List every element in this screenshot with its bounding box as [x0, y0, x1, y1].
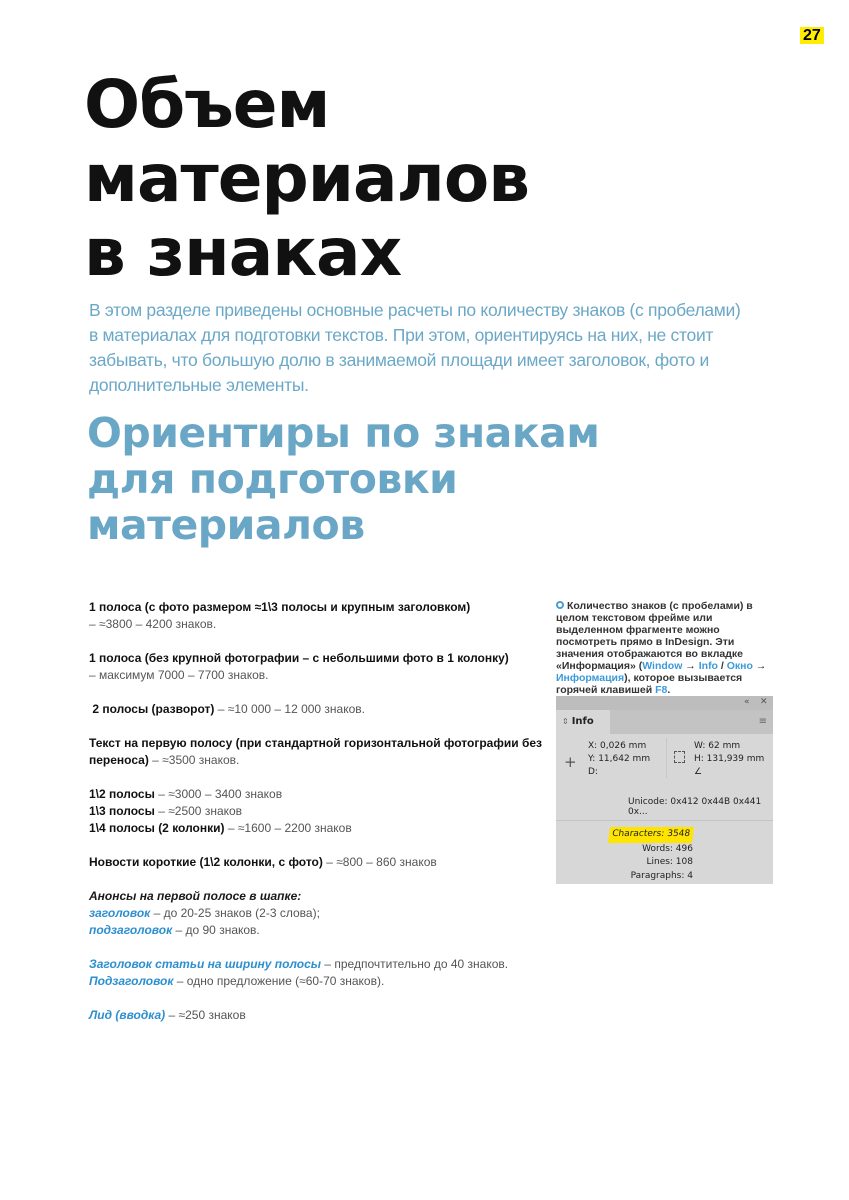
panel-divider: [666, 738, 667, 778]
guideline-label: Подзаголовок: [89, 974, 174, 988]
subtitle-line-3: материалов: [87, 501, 365, 549]
subtitle-line-1: Ориентиры по знакам: [87, 409, 600, 457]
guideline-value: – ≈3800 – 4200 знаков.: [89, 617, 217, 631]
menu-path-informatsiya: Информация: [556, 672, 625, 684]
lines-count: Lines: 108: [646, 857, 693, 867]
width-value: W: 62 mm: [694, 741, 741, 751]
guideline-value: – ≈1600 – 2200 знаков: [224, 821, 352, 835]
arrow-icon: →: [752, 660, 767, 672]
guideline-value: – до 90 знаков.: [172, 923, 260, 937]
guideline-value: – ≈250 знаков: [165, 1008, 246, 1022]
guideline-spread: [89, 701, 549, 718]
collapse-icon: «: [744, 697, 750, 707]
guideline-label: 2 полосы (разворот): [92, 702, 215, 716]
bullet-circle-icon: [556, 601, 564, 609]
guideline-label: заголовок: [89, 906, 151, 920]
menu-path-window: Window: [642, 660, 683, 672]
height-value: H: 131,939 mm: [694, 754, 765, 764]
guideline-full-page-photo: [89, 599, 549, 633]
angle-icon: ∠: [694, 767, 703, 777]
title-line-2: материалов: [84, 140, 529, 217]
guideline-full-page-no-photo: [89, 650, 549, 684]
page-title: [84, 68, 529, 290]
words-count: Words: 496: [642, 843, 693, 854]
guideline-announcements: [89, 888, 549, 939]
guideline-partial-pages: [89, 786, 549, 837]
lead-paragraph: В этом разделе приведены основные расчеты по количеству знаков (с пробелами) в материалах для подготовки текстов. При этом, ориентируясь на них, не стоит забывать, что большую долю в занимаемой площади имеет заголовок, фото и дополнительные элементы.: [89, 300, 741, 395]
guideline-label: 1\4 полосы (2 колонки): [89, 821, 225, 835]
guideline-label: Заголовок статьи на ширину полосы: [89, 957, 322, 971]
tab-info: [556, 710, 610, 734]
guideline-label: подзаголовок: [89, 923, 173, 937]
panel-titlebar: [556, 696, 773, 710]
guideline-value: – ≈3500 знаков.: [148, 753, 240, 767]
unicode-value: Unicode: 0x412 0x44B 0x441 0x...: [628, 797, 762, 817]
guidelines-list: [89, 599, 549, 1041]
guideline-value: – максимум 7000 – 7700 знаков.: [89, 668, 269, 682]
tab-arrows-icon: ⇕: [562, 717, 569, 726]
guideline-label: Новости короткие (1\2 колонки, с фото): [89, 855, 323, 869]
note-text: ), которое вызывается горячей клавишей: [556, 672, 743, 696]
tab-info-label: Info: [571, 716, 594, 727]
paragraphs-count: Paragraphs: 4: [630, 870, 693, 881]
guideline-value: – предпочтительно до 40 знаков.: [321, 957, 509, 971]
close-icon: ✕: [760, 697, 768, 707]
guideline-short-news: [89, 854, 549, 871]
panel-menu-icon: ≡: [758, 716, 767, 727]
guideline-label: 1 полоса (с фото размером ≈1\3 полосы и крупным заголовком): [89, 600, 471, 614]
indesign-info-panel-screenshot: [556, 696, 773, 884]
guideline-label: Текст на первую полосу (при стандартной горизонтальной фотографии без переноса): [89, 736, 542, 767]
subtitle-line-2: для подготовки: [87, 455, 458, 503]
distance: D:: [588, 767, 598, 777]
hotkey-f8: F8: [655, 684, 668, 696]
indesign-tip-note: [556, 600, 774, 696]
guideline-label: 1\3 полосы: [89, 804, 155, 818]
note-text: .: [667, 684, 671, 696]
menu-path-okno: Окно: [726, 660, 753, 672]
arrow-icon: →: [682, 660, 699, 672]
y-coordinate: Y: 11,642 mm: [588, 754, 651, 764]
guideline-label: 1 полоса (без крупной фотографии – с небольшими фото в 1 колонку): [89, 651, 509, 665]
guideline-value: – ≈800 – 860 знаков: [322, 855, 437, 869]
guideline-label: 1\2 полосы: [89, 787, 155, 801]
title-line-3: в знаках: [84, 214, 402, 291]
guideline-front-page: [89, 735, 549, 769]
panel-separator: [556, 820, 773, 821]
x-coordinate: X: 0,026 mm: [588, 741, 647, 751]
menu-path-info: Info: [698, 660, 718, 672]
guideline-value: – ≈10 000 – 12 000 знаков.: [214, 702, 366, 716]
page-number: 27: [800, 27, 824, 44]
guideline-value: – до 20-25 знаков (2-3 слова);: [150, 906, 320, 920]
crosshair-icon: +: [564, 753, 577, 771]
note-text: Количество знаков (с пробелами) в целом текстовом фрейме или выделенном фрагменте можно посмотреть прямо в InDesign. Эти значения отображаются во вкладке «Информация» (: [556, 600, 753, 672]
title-line-1: Объем: [84, 66, 330, 143]
announcements-heading: Анонсы на первой полосе в шапке:: [89, 889, 302, 903]
note-separator: /: [717, 660, 727, 672]
characters-count: Characters: 3548: [608, 827, 694, 843]
panel-tab-row: [556, 710, 773, 734]
bounds-icon: [674, 751, 685, 763]
guideline-value: – одно предложение (≈60-70 знаков).: [173, 974, 385, 988]
guideline-value: – ≈2500 знаков: [154, 804, 243, 818]
guideline-article-headings: [89, 956, 549, 990]
section-subtitle: [87, 410, 599, 548]
guideline-lead: [89, 1007, 549, 1024]
guideline-value: – ≈3000 – 3400 знаков: [154, 787, 283, 801]
guideline-label: Лид (вводка): [89, 1008, 166, 1022]
